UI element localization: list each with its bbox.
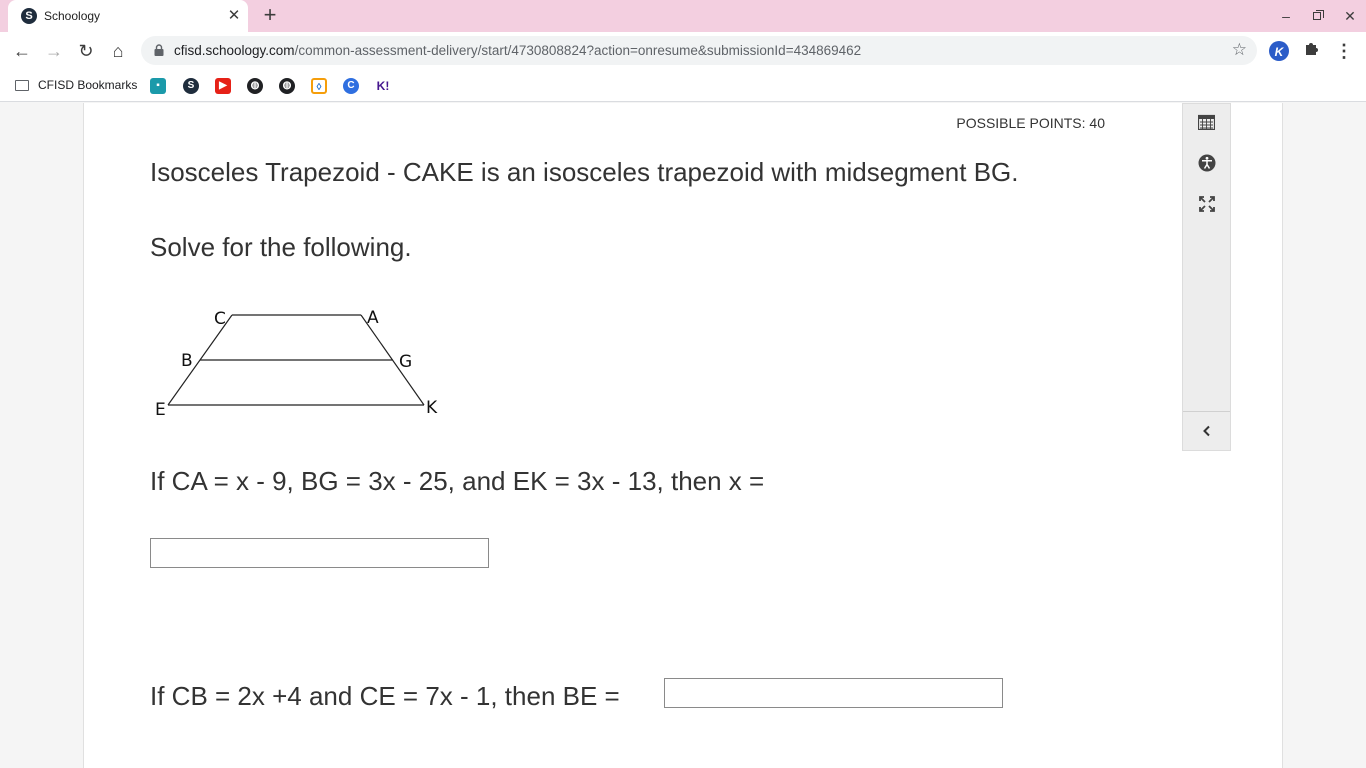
extensions-puzzle-icon[interactable] — [1301, 40, 1323, 62]
label-g: G — [399, 352, 413, 372]
possible-points: POSSIBLE POINTS: 40 — [956, 115, 1105, 131]
calendar-icon — [1198, 114, 1215, 130]
globe-icon[interactable]: ◍ — [279, 78, 295, 94]
tab-title: Schoology — [44, 9, 101, 23]
address-bar[interactable] — [141, 36, 1257, 65]
label-k: K — [426, 398, 438, 418]
tab-schoology[interactable] — [8, 0, 248, 32]
fullscreen-icon — [1199, 196, 1215, 212]
schoology-icon: S — [21, 8, 37, 24]
accessibility-icon — [1198, 154, 1216, 172]
browser-toolbar — [0, 32, 1366, 70]
kahoot-icon[interactable]: K! — [376, 79, 390, 93]
restore-icon[interactable] — [1307, 6, 1329, 26]
prompt-line-2: Solve for the following. — [150, 232, 412, 262]
reload-icon[interactable]: ↻ — [78, 41, 94, 61]
new-tab-icon[interactable]: + — [263, 2, 277, 27]
bookmark-star-icon[interactable]: ☆ — [1231, 40, 1247, 59]
fullscreen-button[interactable] — [1183, 186, 1230, 222]
label-e: E — [155, 400, 166, 420]
chevron-left-icon — [1202, 425, 1212, 437]
bookmark-folder-label: CFISD Bookmarks — [38, 78, 138, 92]
trapezoid-figure — [150, 305, 450, 425]
collapse-panel-button[interactable] — [1183, 413, 1230, 449]
globe-icon[interactable]: ◍ — [247, 78, 263, 94]
label-b: B — [181, 351, 193, 371]
label-a: A — [367, 308, 379, 328]
close-window-icon[interactable]: ✕ — [1344, 8, 1356, 24]
side-panel-divider — [1183, 411, 1230, 412]
folder-icon — [15, 80, 29, 91]
url-text — [174, 43, 861, 58]
bookmark-folder-cfisd[interactable] — [15, 78, 137, 92]
minimize-icon[interactable]: – — [1282, 8, 1290, 24]
forward-icon[interactable]: → — [45, 41, 63, 61]
schoology-icon[interactable]: S — [183, 78, 199, 94]
contacts-icon[interactable]: ▪ — [150, 78, 166, 94]
page-body — [0, 103, 1366, 768]
browser-menu-icon[interactable]: ⋮ — [1335, 41, 1353, 61]
edpuzzle-icon[interactable]: ◊ — [311, 78, 327, 94]
question-2-text: If CB = 2x +4 and CE = 7x - 1, then BE = — [150, 681, 620, 711]
close-tab-icon[interactable]: ✕ — [227, 7, 241, 24]
side-tools-panel — [1182, 103, 1231, 451]
answer-2-input[interactable] — [664, 678, 1003, 708]
lock-icon — [154, 44, 164, 56]
tab-strip — [0, 0, 1366, 32]
home-icon[interactable]: ⌂ — [112, 41, 124, 61]
question-card — [83, 103, 1283, 768]
question-1-text: If CA = x - 9, BG = 3x - 25, and EK = 3x - 13, then x = — [150, 466, 765, 496]
youtube-icon[interactable]: ▶ — [215, 78, 231, 94]
url-domain: cfisd.schoology.com — [174, 43, 295, 58]
calendar-button[interactable] — [1183, 104, 1230, 140]
accessibility-button[interactable] — [1183, 145, 1230, 181]
url-path: /common-assessment-delivery/start/4730808824?action=onresume&submissionId=434869462 — [294, 43, 862, 58]
clever-icon[interactable]: C — [343, 78, 359, 94]
k-extension-icon[interactable]: K — [1269, 41, 1289, 61]
answer-1-input[interactable] — [150, 538, 489, 568]
back-icon[interactable]: ← — [13, 41, 31, 61]
label-c: C — [214, 309, 226, 329]
bookmarks-bar — [0, 70, 1366, 102]
prompt-line-1: Isosceles Trapezoid - CAKE is an isosceles trapezoid with midsegment BG. — [150, 157, 1019, 187]
